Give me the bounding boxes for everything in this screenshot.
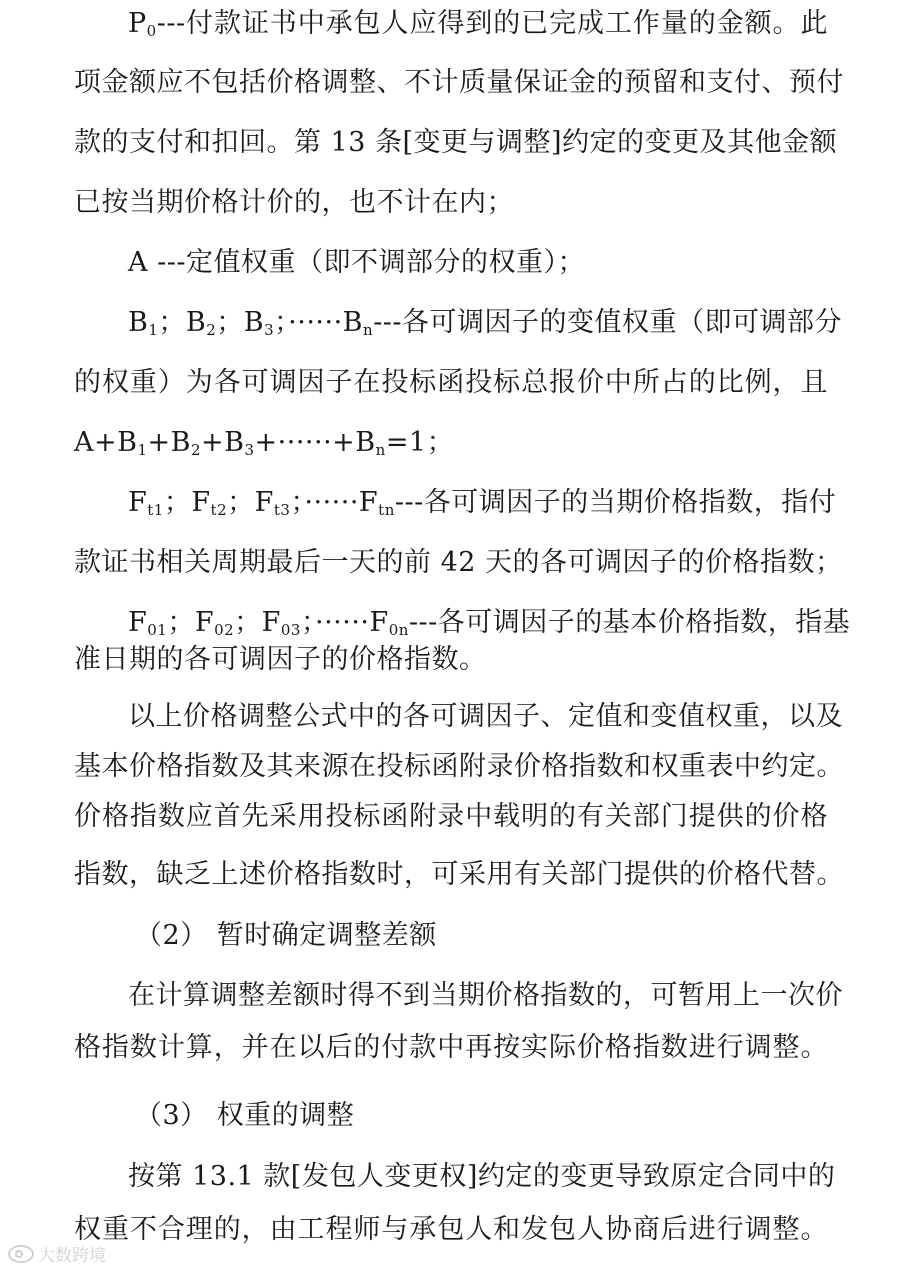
watermark-text: 大数跨境 (38, 1246, 106, 1266)
section-heading-3: （3） 权重的调整 (135, 1100, 355, 1131)
section-2-paragraph-line-2: 格指数计算，并在以后的付款中再按实际价格指数进行调整。 (74, 1032, 828, 1063)
source-paragraph-line-3: 价格指数应首先采用投标函附录中载明的有关部门提供的价格 (74, 801, 828, 832)
section-3-paragraph-line-2: 权重不合理的，由工程师与承包人和发包人协商后进行调整。 (74, 1214, 828, 1245)
f0-definition-line-1: $F_{01}$；$F_{02}$；$F_{03}$；$\cdot\cdot\cdot\cdot\cdot\cdot F_{0n}---$各可调因子的基本价格指数，指基 (128, 607, 851, 639)
source-paragraph-line-4: 指数，缺乏上述价格指数时，可采用有关部门提供的价格代替。 (74, 859, 844, 890)
p0-definition-line-3: 款的支付和扣回。第 13 条[变更与调整]约定的变更及其他金额 (74, 127, 838, 158)
source-paragraph-line-1: 以上价格调整公式中的各可调因子、定值和变值权重，以及 (128, 701, 843, 732)
p0-definition-line-1: $P_0---$付款证书中承包人应得到的已完成工作量的金额。此 (128, 8, 828, 40)
f0-definition-line-2: 准日期的各可调因子的价格指数。 (74, 644, 487, 675)
watermark (8, 1241, 106, 1266)
a-definition-line: A ---定值权重（即不调部分的权重）； (128, 247, 585, 278)
source-paragraph-line-2: 基本价格指数及其来源在投标函附录价格指数和权重表中约定。 (74, 751, 844, 782)
ft-definition-line-1: $F_{t1}$；$F_{t2}$；$F_{t3}$；$\cdot\cdot\cdot\cdot\cdot\cdot F_{tn}---$各可调因子的当期价格指数，指付 (128, 487, 837, 519)
watermark-logo-icon (8, 1245, 34, 1263)
p0-definition-line-4: 已按当期价格计价的，也不计在内； (74, 187, 514, 218)
b-definition-line-2: 的权重）为各可调因子在投标函投标总报价中所占的比例，且 (74, 367, 828, 398)
section-heading-2: （2） 暂时确定调整差额 (135, 920, 437, 951)
p0-definition-line-2: 项金额应不包括价格调整、不计质量保证金的预留和支付、预付 (74, 67, 844, 98)
ft-definition-line-2: 款证书相关周期最后一天的前 42 天的各可调因子的价格指数； (74, 547, 843, 578)
b-definition-line-1: $B_1$；$B_2$；$B_3$；$\cdot\cdot\cdot\cdot\cdot\cdot B_n---$各可调因子的变值权重（即可调部分 (128, 307, 843, 339)
weights-sum-formula: $A+B_1+B_2+B_3+\cdot\cdot\cdot\cdot\cdot\cdot+B_n=1$； (74, 427, 455, 459)
section-3-paragraph-line-1: 按第 13.1 款[发包人变更权]约定的变更导致原定合同中的 (128, 1161, 836, 1192)
section-2-paragraph-line-1: 在计算调整差额时得不到当期价格指数的，可暂用上一次价 (128, 980, 843, 1011)
